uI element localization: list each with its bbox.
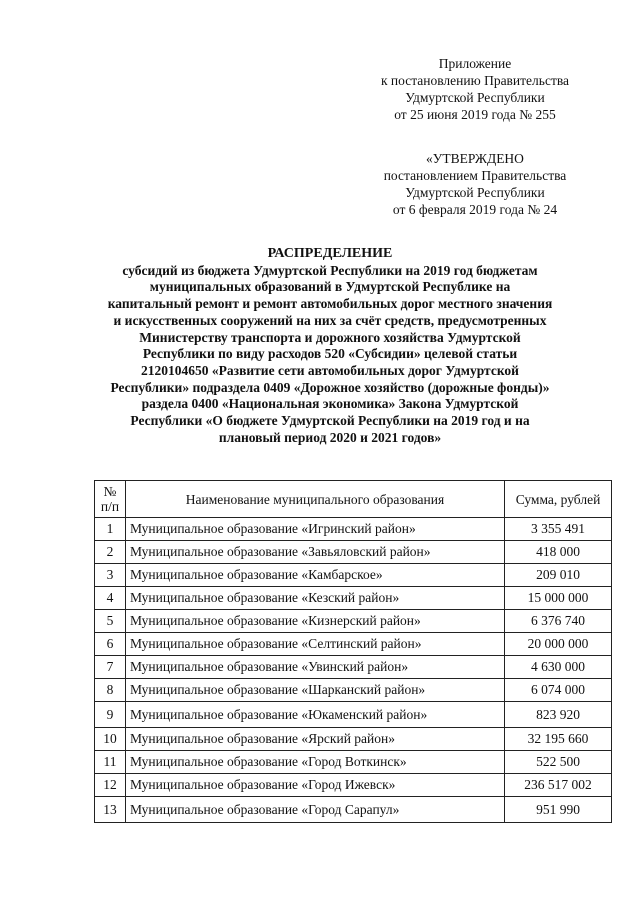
approved-line: «УТВЕРЖДЕНО [426,151,524,166]
row-number: 1 [95,518,126,541]
row-name: Муниципальное образование «Город Воткинск» [126,751,505,774]
header-sum: Сумма, рублей [505,481,612,518]
appendix-line: Удмуртской Республики [405,90,545,105]
title-line: 2120104650 «Развитие сети автомобильных дорог Удмуртской [141,362,519,378]
appendix-line: от 25 июня 2019 года № 255 [394,107,556,122]
title-line: капитальный ремонт и ремонт автомобильных дорог местного значения [107,296,553,312]
table-row [95,587,612,610]
table-row [95,610,612,633]
title-line: раздела 0400 «Национальная экономика» Закона Удмуртской [141,396,519,412]
row-sum: 236 517 002 [505,774,612,797]
row-name: Муниципальное образование «Шарканский район» [126,679,505,702]
row-name: Муниципальное образование «Город Сарапул» [126,797,505,823]
table-row [95,541,612,564]
row-name: Муниципальное образование «Юкаменский район» [126,702,505,728]
row-name: Муниципальное образование «Камбарское» [126,564,505,587]
appendix-line: к постановлению Правительства [380,73,570,88]
document-title [60,246,600,446]
row-number: 9 [95,702,126,728]
row-number: 4 [95,587,126,610]
title-line: субсидий из бюджета Удмуртской Республики на 2019 год бюджетам [122,262,538,278]
approved-line: Удмуртской Республики [405,185,545,200]
row-sum: 4 630 000 [505,656,612,679]
table-row [95,679,612,702]
title-line: Министерству транспорта и дорожного хозяйства Удмуртской [139,329,521,345]
table-row [95,728,612,751]
table-row [95,656,612,679]
row-number: 12 [95,774,126,797]
row-number: 7 [95,656,126,679]
subsidy-table [94,480,612,823]
row-number: 10 [95,728,126,751]
title-heading: РАСПРЕДЕЛЕНИЕ [267,246,393,261]
approved-line: постановлением Правительства [383,168,567,183]
approved-block [330,150,620,218]
table-row [95,774,612,797]
row-name: Муниципальное образование «Увинский район» [126,656,505,679]
row-sum: 3 355 491 [505,518,612,541]
table-row [95,751,612,774]
table-row [95,633,612,656]
table-header-row [95,481,612,518]
row-number: 2 [95,541,126,564]
row-sum: 418 000 [505,541,612,564]
header-number-line1: № [103,484,117,499]
header-number-line2: п/п [100,499,120,514]
title-line: Республики «О бюджете Удмуртской Республики на 2019 год и на [130,413,530,429]
row-name: Муниципальное образование «Кезский район» [126,587,505,610]
table-row [95,564,612,587]
row-name: Муниципальное образование «Ярский район» [126,728,505,751]
row-sum: 522 500 [505,751,612,774]
row-name: Муниципальное образование «Завьяловский район» [126,541,505,564]
row-name: Муниципальное образование «Игринский район» [126,518,505,541]
row-name: Муниципальное образование «Селтинский район» [126,633,505,656]
row-number: 11 [95,751,126,774]
title-line: муниципальных образований в Удмуртской Республике на [149,279,511,295]
header-name: Наименование муниципального образования [126,481,505,518]
table-row [95,797,612,823]
row-sum: 209 010 [505,564,612,587]
title-line: и искусственных сооружений на них за счёт средств, предусмотренных [113,312,547,328]
row-sum: 32 195 660 [505,728,612,751]
row-sum: 20 000 000 [505,633,612,656]
row-number: 8 [95,679,126,702]
appendix-block [330,55,620,123]
table-row [95,518,612,541]
title-line: плановый период 2020 и 2021 годов» [218,429,442,445]
row-number: 5 [95,610,126,633]
row-sum: 6 074 000 [505,679,612,702]
row-number: 13 [95,797,126,823]
row-name: Муниципальное образование «Город Ижевск» [126,774,505,797]
row-number: 6 [95,633,126,656]
table-row [95,702,612,728]
appendix-line: Приложение [438,56,512,71]
row-name: Муниципальное образование «Кизнерский район» [126,610,505,633]
row-sum: 951 990 [505,797,612,823]
row-number: 3 [95,564,126,587]
row-sum: 823 920 [505,702,612,728]
approved-line: от 6 февраля 2019 года № 24 [392,202,558,217]
title-line: Республики» подраздела 0409 «Дорожное хозяйство (дорожные фонды)» [110,379,550,395]
row-sum: 15 000 000 [505,587,612,610]
title-line: Республики по виду расходов 520 «Субсидии» целевой статьи [142,346,518,362]
header-number [95,481,126,518]
row-sum: 6 376 740 [505,610,612,633]
